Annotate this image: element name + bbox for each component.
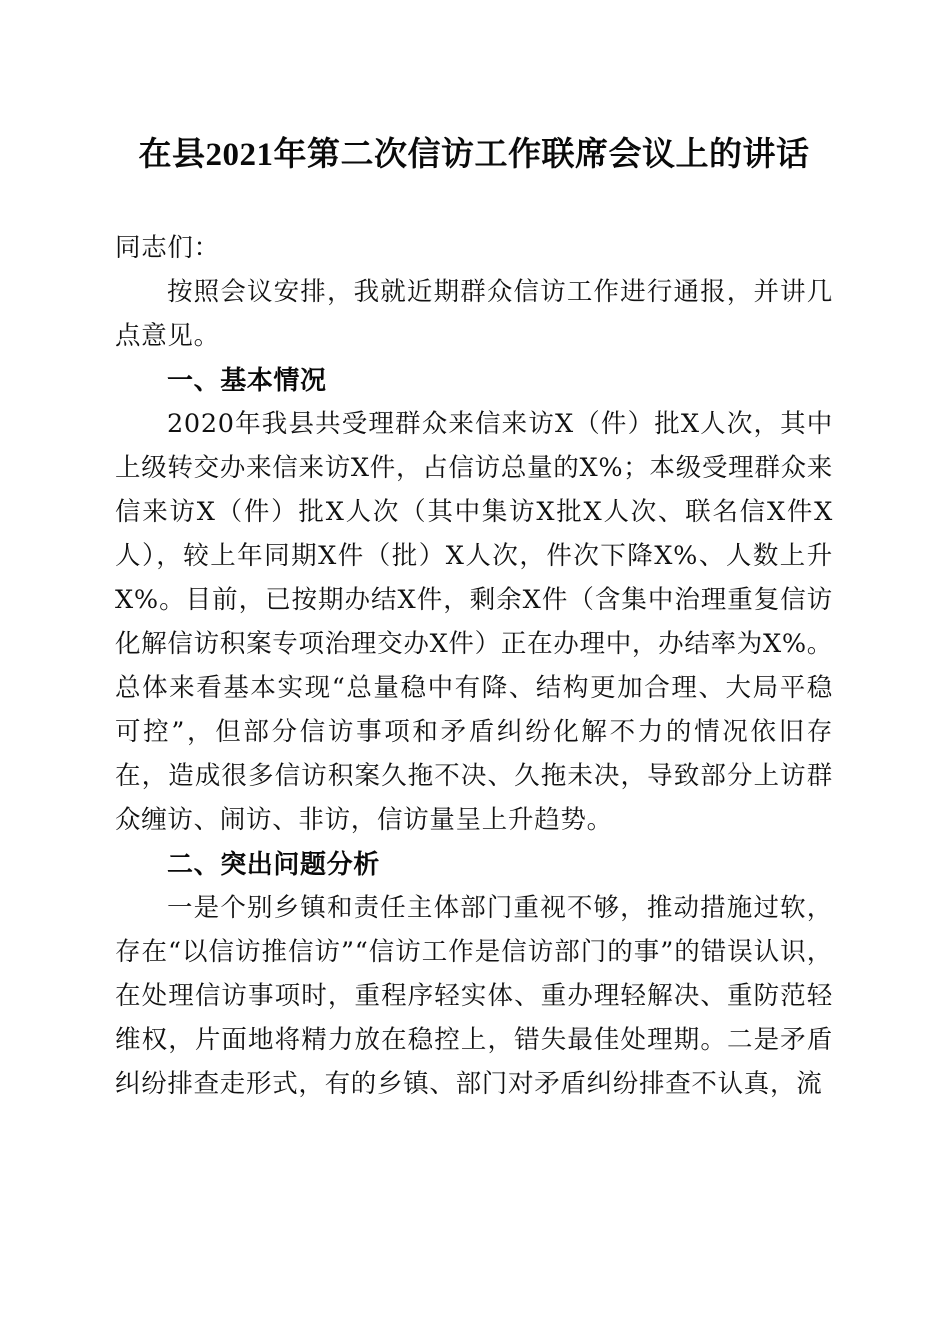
section-2-paragraph-1: 一是个别乡镇和责任主体部门重视不够，推动措施过软，存在“以信访推信访”“信访工作是信访部门的事”的错误认识，在处理信访事项时，重程序轻实体、重办理轻解决、重防范轻维权，片面地将精力放在稳控上，错失最佳处理期。二是矛盾纠纷排查走形式，有的乡镇、部门对矛盾纠纷排查不认真，流 [115,893,833,1099]
page-title: 在县2021年第二次信访工作联席会议上的讲话 [138,137,810,173]
title-spacer [115,178,833,226]
section-heading-2: 二、突出问题分析 [167,849,380,879]
section-heading-1: 一、基本情况 [167,365,327,395]
page-content-area [115,0,833,1106]
salutation-line: 同志们： [115,233,220,263]
section-1-paragraph-1: 2020年我县共受理群众来信来访X（件）批X人次，其中上级转交办来信来访X件，占信访总量的X%；本级受理群众来信来访X（件）批X人次（其中集访X批X人次、联名信X件X人），较上年同期X件（批）X人次，件次下降X%、人数上升X%。目前，已按期办结X件，剩余X件（含集中治理重复信访化解信访积案专项治理交办X件）正在办理中，办结率为X%。总体来看基本实现“总量稳中有降、结构更加合理、大局平稳可控”，但部分信访事项和矛盾纠纷化解不力的情况依旧存在，造成很多信访积案久拖不决、久拖未决，导致部分上访群众缠访、闹访、非访，信访量呈上升趋势。 [115,409,833,835]
intro-paragraph: 按照会议安排，我就近期群众信访工作进行通报，并讲几点意见。 [115,277,833,351]
